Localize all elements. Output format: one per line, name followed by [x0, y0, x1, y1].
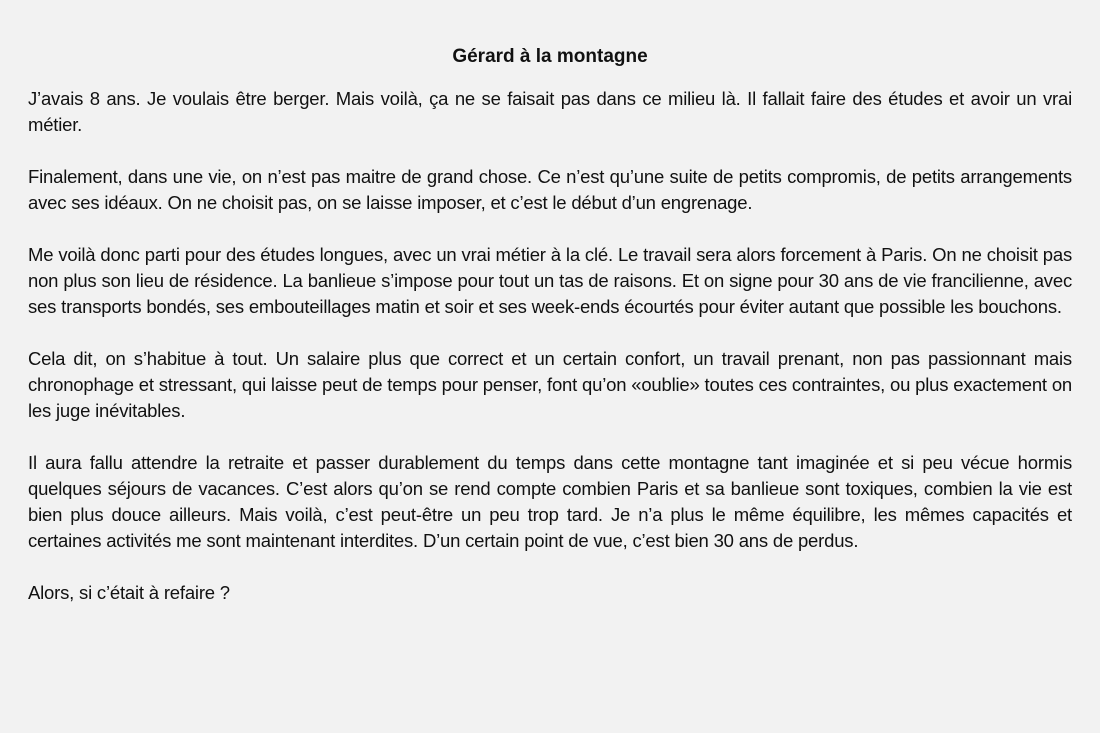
- paragraph-5: Il aura fallu attendre la retraite et passer durablement du temps dans cette montagne tant imaginée et si peu vécue hormis quelques séjours de vacances. C’est alors qu’on se rend compte combien Paris et sa banlieue sont toxiques, combien la vie est bien plus douce ailleurs. Mais voilà, c’est peut-être un peu trop tard. Je n’a plus le même équilibre, les mêmes capacités et certaines activités me sont maintenant interdites. D’un certain point de vue, c’est bien 30 ans de perdus.: [28, 452, 1072, 551]
- paragraph-3: Me voilà donc parti pour des études longues, avec un vrai métier à la clé. Le travail sera alors forcement à Paris. On ne choisit pas non plus son lieu de résidence. La banlieue s’impose pour tout un tas de raisons. Et on signe pour 30 ans de vie francilienne, avec ses transports bondés, ses embouteillages matin et soir et ses week-ends écourtés pour éviter autant que possible les bouchons.: [28, 244, 1072, 317]
- document-title: Gérard à la montagne: [452, 46, 648, 67]
- paragraph-6: Alors, si c’était à refaire ?: [28, 582, 230, 603]
- paragraph-1: J’avais 8 ans. Je voulais être berger. Mais voilà, ça ne se faisait pas dans ce milieu là. Il fallait faire des études et avoir un vrai métier.: [28, 88, 1072, 135]
- paragraph-4: Cela dit, on s’habitue à tout. Un salaire plus que correct et un certain confort, un travail prenant, non pas passionnant mais chronophage et stressant, qui laisse peut de temps pour penser, font qu’on «oublie» toutes ces contraintes, ou plus exactement on les juge inévitables.: [28, 348, 1072, 421]
- paragraph-2: Finalement, dans une vie, on n’est pas maitre de grand chose. Ce n’est qu’une suite de petits compromis, de petits arrangements avec ses idéaux. On ne choisit pas, on se laisse imposer, et c’est le début d’un engrenage.: [28, 166, 1072, 213]
